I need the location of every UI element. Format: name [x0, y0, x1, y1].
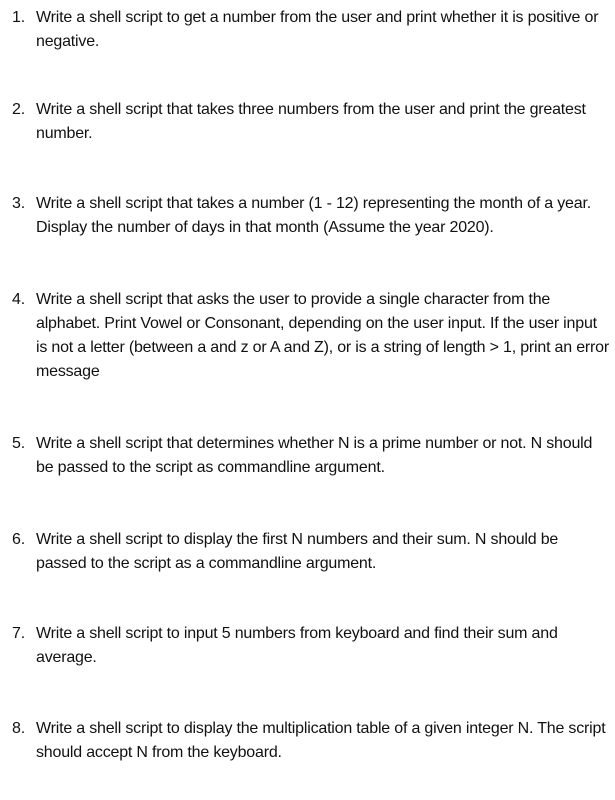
question-text: Write a shell script that asks the user to provide a single character from the alphabet. Print Vowel or Consonant, depending on the user input. If the user input is not a letter (between a and z or A and Z), or is a string of length > 1, print an error message [36, 291, 609, 380]
question-item [12, 528, 612, 576]
question-text: Write a shell script that takes three numbers from the user and print the greatest number. [36, 101, 586, 142]
question-item [12, 98, 612, 146]
question-number: 4. [12, 291, 25, 308]
question-number: 2. [12, 101, 25, 118]
question-item [12, 432, 612, 480]
question-text: Write a shell script to input 5 numbers from keyboard and find their sum and average. [36, 625, 558, 666]
question-number: 5. [12, 435, 25, 452]
question-text: Write a shell script to display the first N numbers and their sum. N should be passed to the script as a commandline argument. [36, 531, 559, 572]
question-item [12, 6, 612, 54]
question-number: 7. [12, 625, 25, 642]
question-text: Write a shell script that takes a number (1 - 12) representing the month of a year. Display the number of days in that month (Assume the year 2020). [36, 195, 591, 236]
question-number: 3. [12, 195, 25, 212]
question-number: 6. [12, 531, 25, 548]
question-item [12, 192, 612, 240]
question-number: 1. [12, 9, 25, 26]
question-text: Write a shell script to display the multiplication table of a given integer N. The script should accept N from the keyboard. [36, 720, 606, 761]
question-item [12, 288, 612, 384]
question-number: 8. [12, 720, 25, 737]
question-text: Write a shell script to get a number from the user and print whether it is positive or negative. [36, 9, 599, 50]
question-item [12, 717, 612, 765]
question-item [12, 622, 612, 670]
question-text: Write a shell script that determines whether N is a prime number or not. N should be passed to the script as commandline argument. [36, 435, 593, 476]
